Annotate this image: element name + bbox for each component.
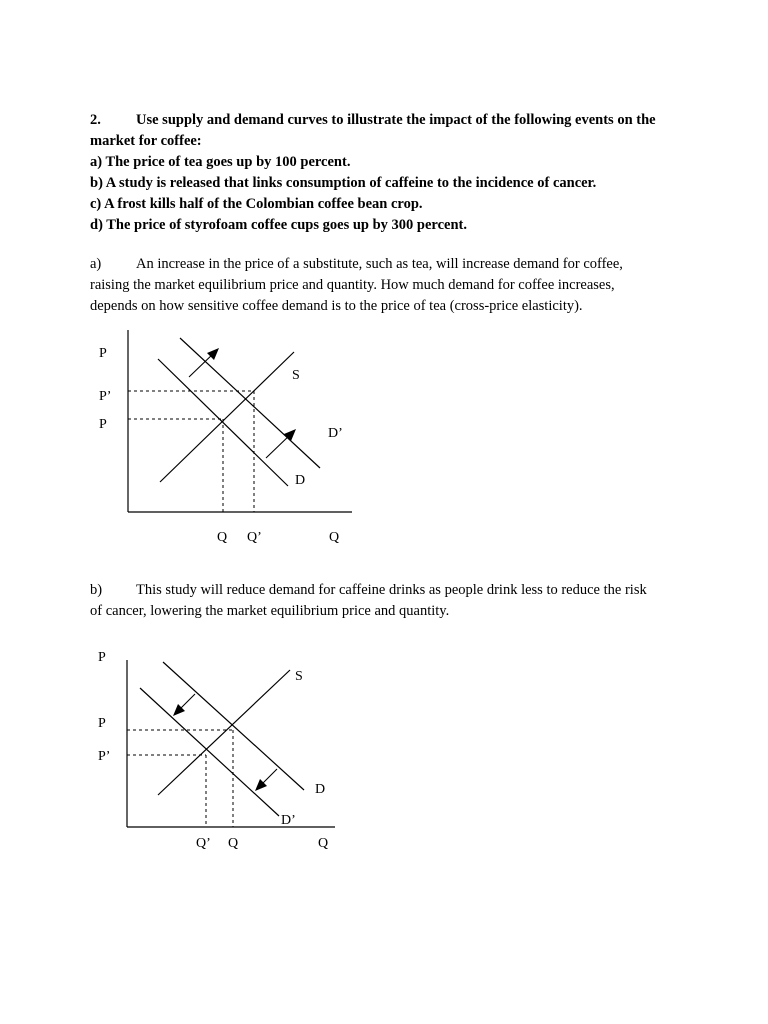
question-item-c: c) A frost kills half of the Colombian coffee bean crop. <box>90 196 423 212</box>
answer-a-paragraph <box>90 254 690 317</box>
graph-a-shift-arrowhead-upper <box>207 348 219 360</box>
graph-a-supply-label: S <box>292 368 300 383</box>
answer-b-paragraph <box>90 580 690 622</box>
answer-b-line-1 <box>90 580 690 601</box>
graph-a-y-axis-label: P <box>99 346 107 361</box>
graph-b-demand-new-label: D’ <box>281 813 296 828</box>
graph-a-demand-new-label: D’ <box>328 426 343 441</box>
graph-b-x-axis-label: Q <box>318 836 329 851</box>
graph-b-shift-arrow-lower <box>259 769 277 787</box>
graph-a-shift-arrow-lower <box>266 433 292 458</box>
graph-a-price-old-label: P <box>99 417 107 432</box>
graph-b-demand-curve-old <box>163 662 304 790</box>
graph-b-price-old-label: P <box>98 716 106 731</box>
graph-b-demand-old-label: D <box>315 782 326 797</box>
graph-a-shift-arrow-upper <box>189 352 215 377</box>
graph-a-q-new-label: Q’ <box>247 530 262 545</box>
graph-a-demand-old-label: D <box>295 473 306 488</box>
question-item-d: d) The price of styrofoam coffee cups goes up by 300 percent. <box>90 217 467 233</box>
answer-b-text-1: This study will reduce demand for caffeine drinks as people drink less to reduce the risk <box>136 582 647 598</box>
answer-a-label: a) <box>90 256 102 272</box>
graph-b-shift-arrowhead-lower <box>255 779 267 791</box>
question-block <box>90 110 690 236</box>
graph-b-y-axis-label: P <box>98 650 106 665</box>
question-item-b: b) A study is released that links consumption of caffeine to the incidence of cancer. <box>90 175 597 191</box>
graph-a-shift-arrowhead-lower <box>284 429 296 441</box>
graph-b-supply-label: S <box>295 669 303 684</box>
graph-a-price-new-label: P’ <box>99 389 112 404</box>
question-text-line-1: Use supply and demand curves to illustrate the impact of the following events on the <box>136 112 656 128</box>
graph-b-q-new-label: Q’ <box>196 836 211 851</box>
question-text-line-2: market for coffee: <box>90 133 202 149</box>
answer-a-line-1 <box>90 254 690 275</box>
graph-b-shift-arrow-upper <box>177 694 195 712</box>
answer-a-text-1: An increase in the price of a substitute, such as tea, will increase demand for coffee, <box>136 256 623 272</box>
answer-b-label: b) <box>90 582 103 598</box>
graph-b-supply-curve <box>158 670 290 795</box>
graph-b-demand-curve-new <box>140 688 279 816</box>
graph-a-x-axis-label: Q <box>329 530 340 545</box>
question-number: 2. <box>90 112 101 128</box>
answer-a-line-2: raising the market equilibrium price and quantity. How much demand for coffee increases, <box>90 277 615 293</box>
answer-a-line-3: depends on how sensitive coffee demand is to the price of tea (cross-price elasticity). <box>90 298 583 314</box>
graph-a-supply-curve <box>160 352 294 482</box>
answer-b-line-2: of cancer, lowering the market equilibrium price and quantity. <box>90 603 450 619</box>
question-item-a: a) The price of tea goes up by 100 percent. <box>90 154 351 170</box>
graph-a-demand-curve-old <box>158 359 288 486</box>
graph-a-q-old-label: Q <box>217 530 228 545</box>
graph-b-shift-arrowhead-upper <box>173 704 185 716</box>
graph-a-demand-curve-new <box>180 338 320 468</box>
graph-b-price-new-label: P’ <box>98 749 111 764</box>
question-line-1 <box>90 110 690 131</box>
graph-b-q-old-label: Q <box>228 836 239 851</box>
